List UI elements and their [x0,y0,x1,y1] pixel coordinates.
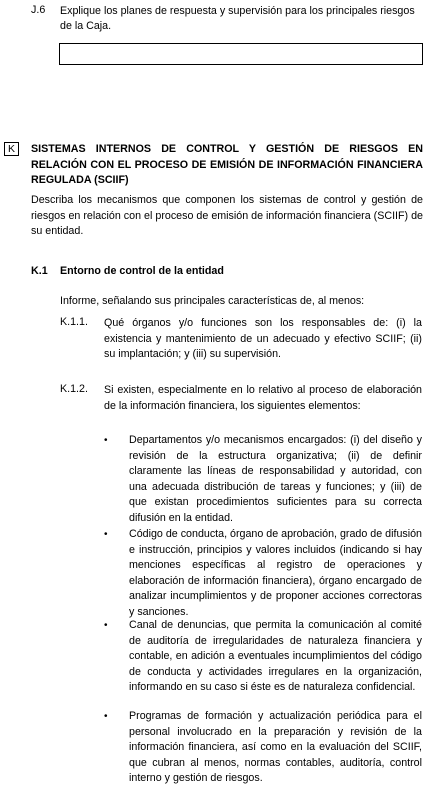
bullet-marker: • [104,711,108,722]
bullet-marker: • [104,529,108,540]
question-number: J.6 [31,4,46,16]
section-letter-box: K [4,142,19,156]
item-number-k12: K.1.2. [60,383,88,395]
bullet-item-codigo-conducta: Código de conducta, órgano de aprobación, grado de difusión e instrucción, principios y valores incluidos (indicando si hay menciones específicas al registro de operaciones y elaboración de información financiera), órgano encargado de analizar incumplimientos y de proponer acciones correctoras y sanciones. [129,528,422,618]
bullet-item-programas-formacion: Programas de formación y actualización periódica para el personal involucrado en la preparación y revisión de la información financiera, así como en la evaluación del SCIIF, que cubran al menos, normas contables, auditoría, control interno y gestión de riesgos. [129,710,422,784]
subsection-title: Entorno de control de la entidad [60,265,224,277]
section-description: Describa los mecanismos que componen los sistemas de control y gestión de riesgos en relación con el proceso de emisión de información financiera (SCIIF) de su entidad. [31,194,423,237]
item-number-k11: K.1.1. [60,316,88,328]
bullet-item-departamentos: Departamentos y/o mecanismos encargados: (i) del diseño y revisión de la estructura organizativa; (ii) de definir claramente las líneas de responsabilidad y autoridad, con una adecuada distribución de tareas y funciones; y (iii) de que existan procedimientos suficientes para su correcta difusión en la entidad. [129,434,422,524]
answer-box[interactable] [59,43,423,65]
subsection-number: K.1 [31,265,48,277]
item-text-k11: Qué órganos y/o funciones son los responsables de: (i) la existencia y mantenimiento de un adecuado y efectivo SCIIF; (ii) su implantación; y (iii) su supervisión. [104,317,422,360]
bullet-marker: • [104,620,108,631]
subsection-intro: Informe, señalando sus principales características de, al menos: [60,295,365,307]
bullet-marker: • [104,435,108,446]
bullet-item-canal-denuncias: Canal de denuncias, que permita la comunicación al comité de auditoría de irregularidades de naturaleza financiera y contable, en adición a eventuales incumplimientos del código de conducta y actividades irregulares en la organización, informando en su caso si éste es de naturaleza confidencial. [129,619,422,693]
section-title: SISTEMAS INTERNOS DE CONTROL Y GESTIÓN DE RIESGOS EN RELACIÓN CON EL PROCESO DE EMISIÓN DE INFORMACIÓN FINANCIERA REGULADA (SCIIF) [31,143,423,186]
item-text-k12: Si existen, especialmente en lo relativo al proceso de elaboración de la información financiera, los siguientes elementos: [104,384,422,412]
question-text: Explique los planes de respuesta y supervisión para los principales riesgos de la Caja. [60,5,415,32]
